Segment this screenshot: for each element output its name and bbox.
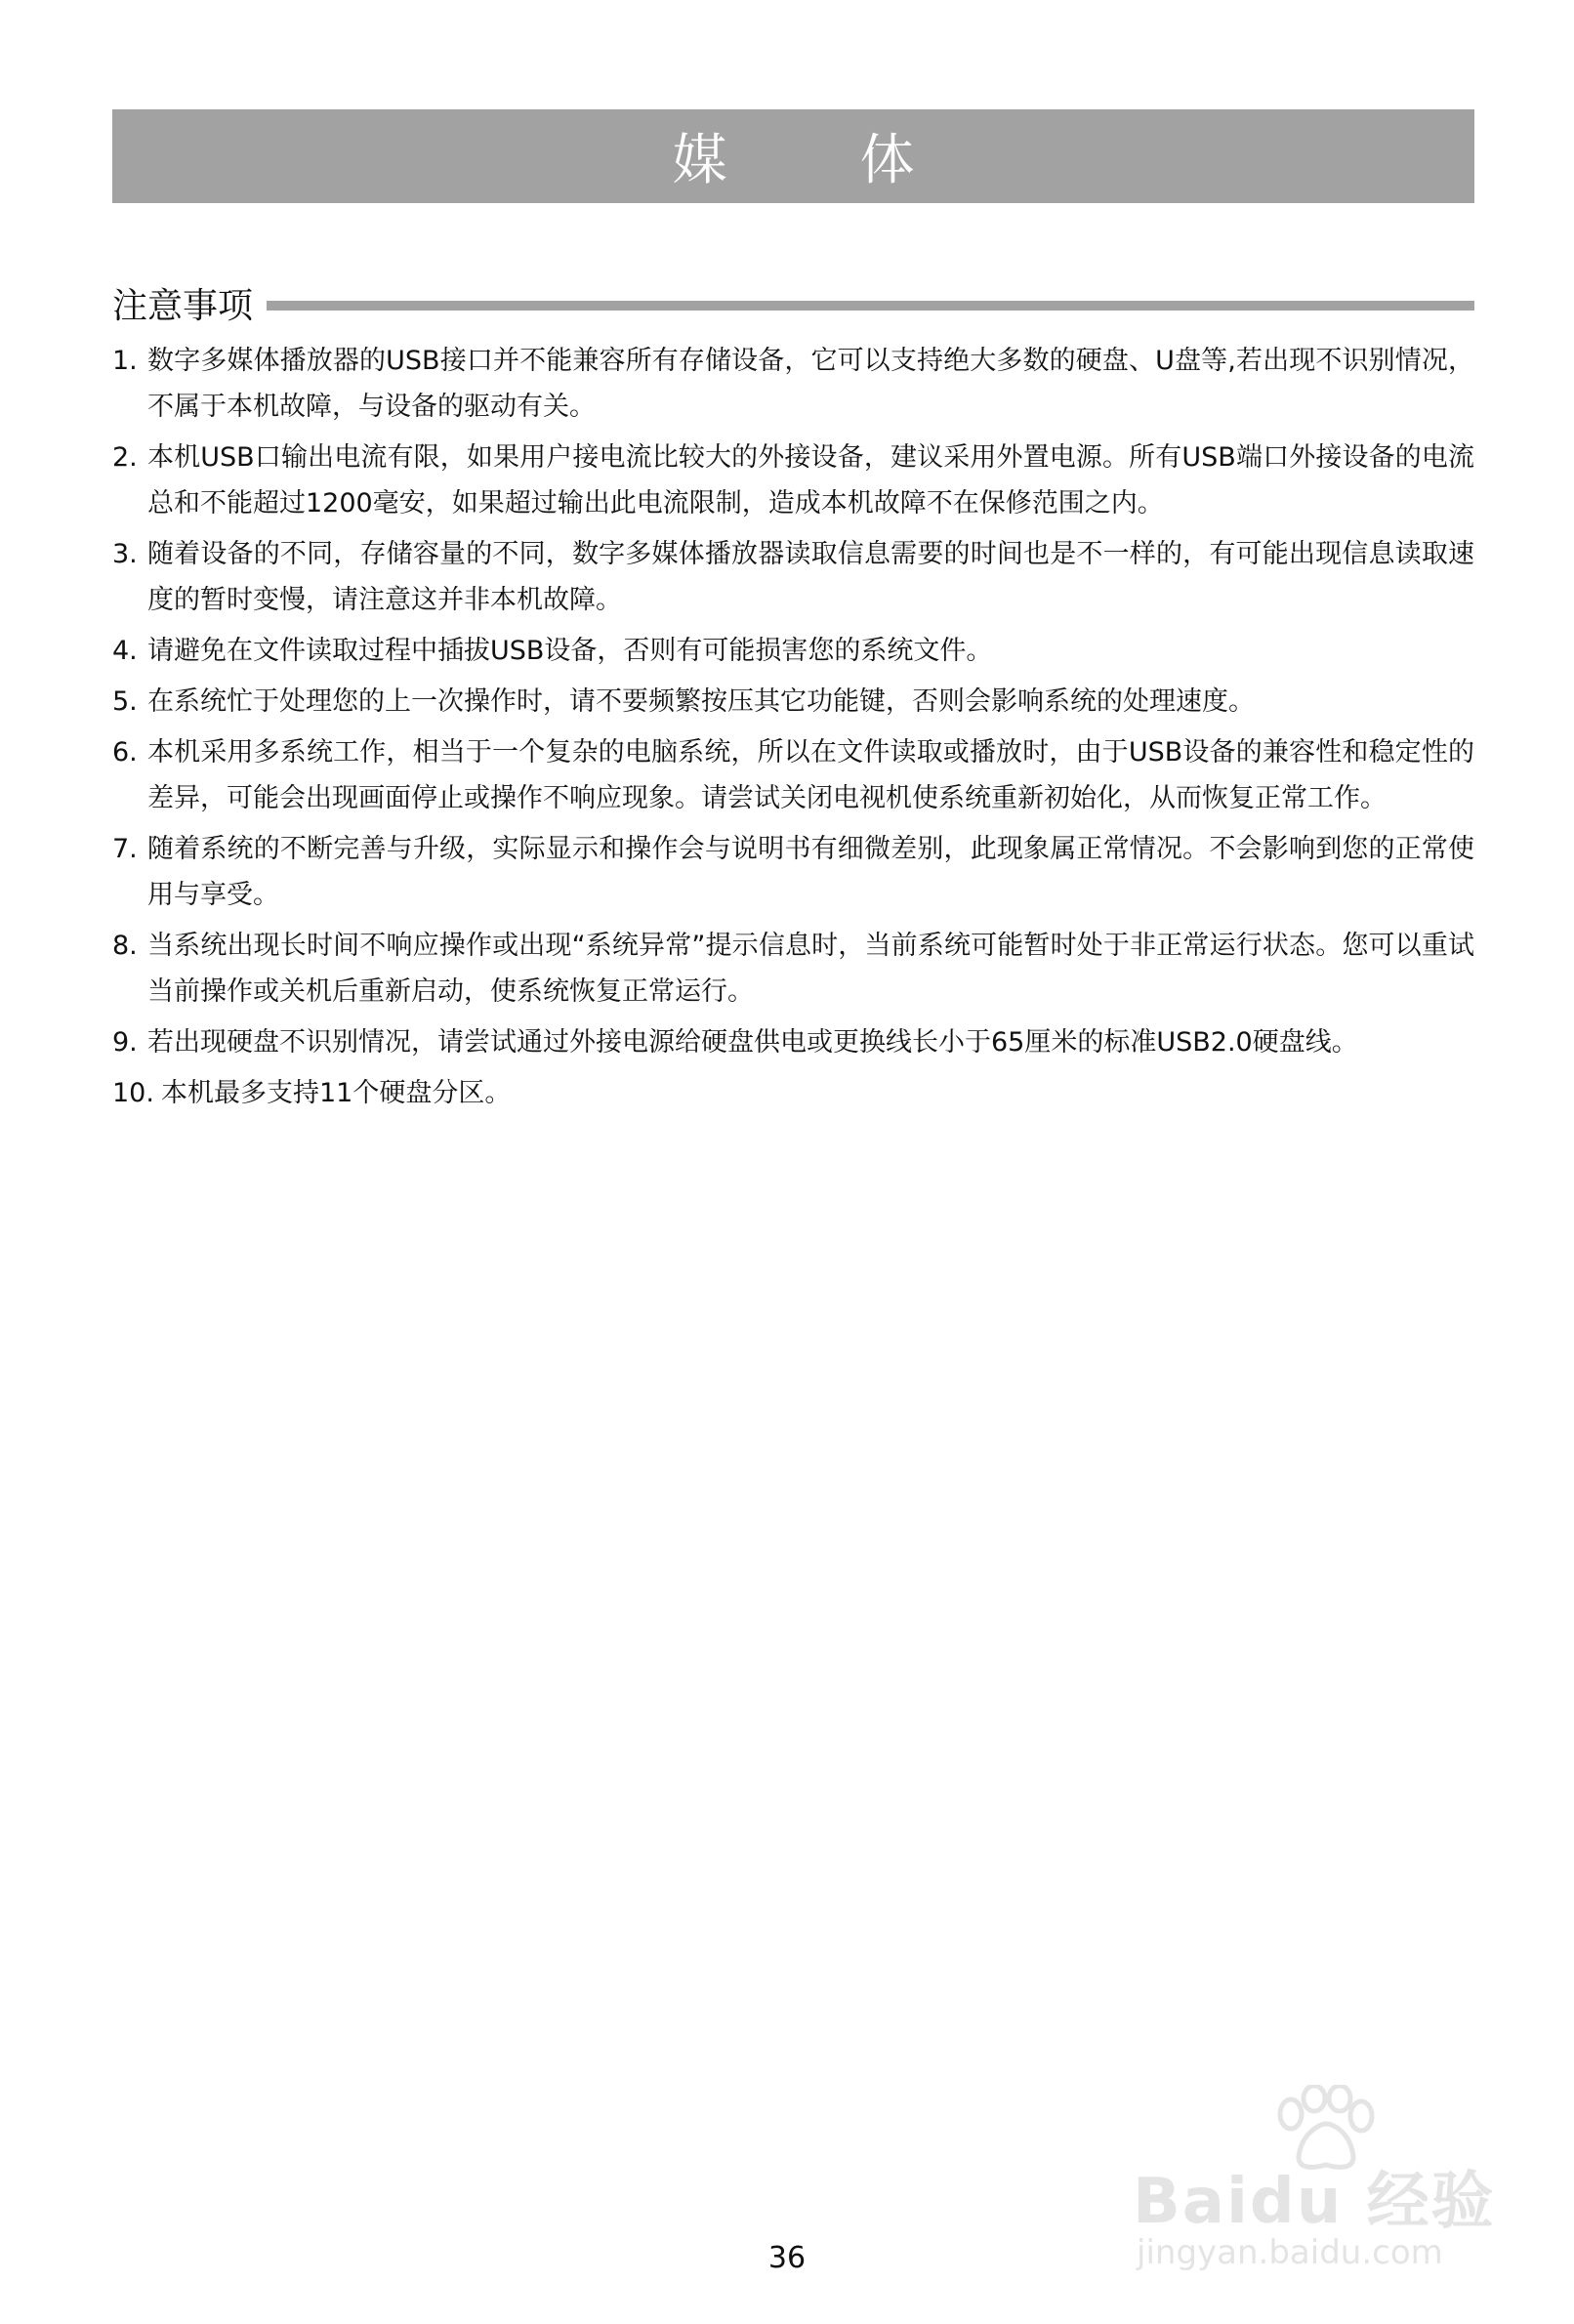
note-text: 在系统忙于处理您的上一次操作时，请不要频繁按压其它功能键，否则会影响系统的处理速度。: [147, 686, 1255, 717]
section-title: 注意事项: [112, 285, 254, 326]
note-text: 若出现硬盘不识别情况，请尝试通过外接电源给硬盘供电或更换线长小于65厘米的标准USB2.0硬盘线。: [147, 1027, 1358, 1058]
note-text: 本机USB口输出电流有限，如果用户接电流比较大的外接设备，建议采用外置电源。所有USB端口外接设备的电流总和不能超过1200毫安，如果超过输出此电流限制，造成本机故障不在保修范围之内。: [147, 442, 1474, 519]
note-item: [112, 729, 1474, 821]
note-number: 4.: [112, 636, 138, 666]
note-text: 请避免在文件读取过程中插拔USB设备，否则有可能损害您的系统文件。: [147, 636, 993, 666]
page-number: 36: [767, 2241, 807, 2275]
section-divider: [267, 301, 1474, 311]
note-item: [112, 923, 1474, 1015]
note-number: 2.: [112, 442, 138, 473]
note-text: 随着系统的不断完善与升级，实际显示和操作会与说明书有细微差别，此现象属正常情况。不会影响到您的正常使用与享受。: [147, 834, 1474, 910]
note-text: 本机最多支持11个硬盘分区。: [161, 1078, 512, 1108]
watermark-brand: Baidu 经验: [1133, 2166, 1496, 2238]
note-number: 7.: [112, 834, 138, 864]
note-item: [112, 338, 1474, 430]
note-item: [112, 826, 1474, 918]
note-number: 1.: [112, 346, 138, 376]
note-number: 5.: [112, 686, 138, 717]
note-item: [112, 435, 1474, 526]
note-text: 数字多媒体播放器的USB接口并不能兼容所有存储设备，它可以支持绝大多数的硬盘、U盘等,若出现不识别情况，不属于本机故障，与设备的驱动有关。: [147, 346, 1474, 422]
note-item: [112, 1019, 1474, 1065]
note-text: 随着设备的不同，存储容量的不同，数字多媒体播放器读取信息需要的时间也是不一样的，有可能出现信息读取速度的暂时变慢，请注意这并非本机故障。: [147, 539, 1474, 615]
note-number: 9.: [112, 1027, 138, 1058]
note-number: 6.: [112, 737, 138, 768]
note-text: 当系统出现长时间不响应操作或出现“系统异常”提示信息时，当前系统可能暂时处于非正常运行状态。您可以重试当前操作或关机后重新启动，使系统恢复正常运行。: [147, 931, 1474, 1007]
note-item: [112, 679, 1474, 725]
watermark-url: jingyan.baidu.com: [1137, 2233, 1443, 2272]
section-header: [112, 275, 1474, 330]
notes-list: [112, 338, 1474, 1121]
note-text: 本机采用多系统工作，相当于一个复杂的电脑系统，所以在文件读取或播放时，由于USB设备的兼容性和稳定性的差异，可能会出现画面停止或操作不响应现象。请尝试关闭电视机使系统重新初始化，从而恢复正常工作。: [147, 737, 1474, 813]
note-number: 3.: [112, 539, 138, 569]
note-item: [112, 628, 1474, 674]
page-title: 媒 体: [672, 129, 954, 192]
note-item: [112, 1070, 1474, 1116]
note-number: 10.: [112, 1078, 154, 1108]
note-number: 8.: [112, 931, 138, 961]
note-item: [112, 531, 1474, 623]
page-title-bar: [112, 109, 1474, 203]
